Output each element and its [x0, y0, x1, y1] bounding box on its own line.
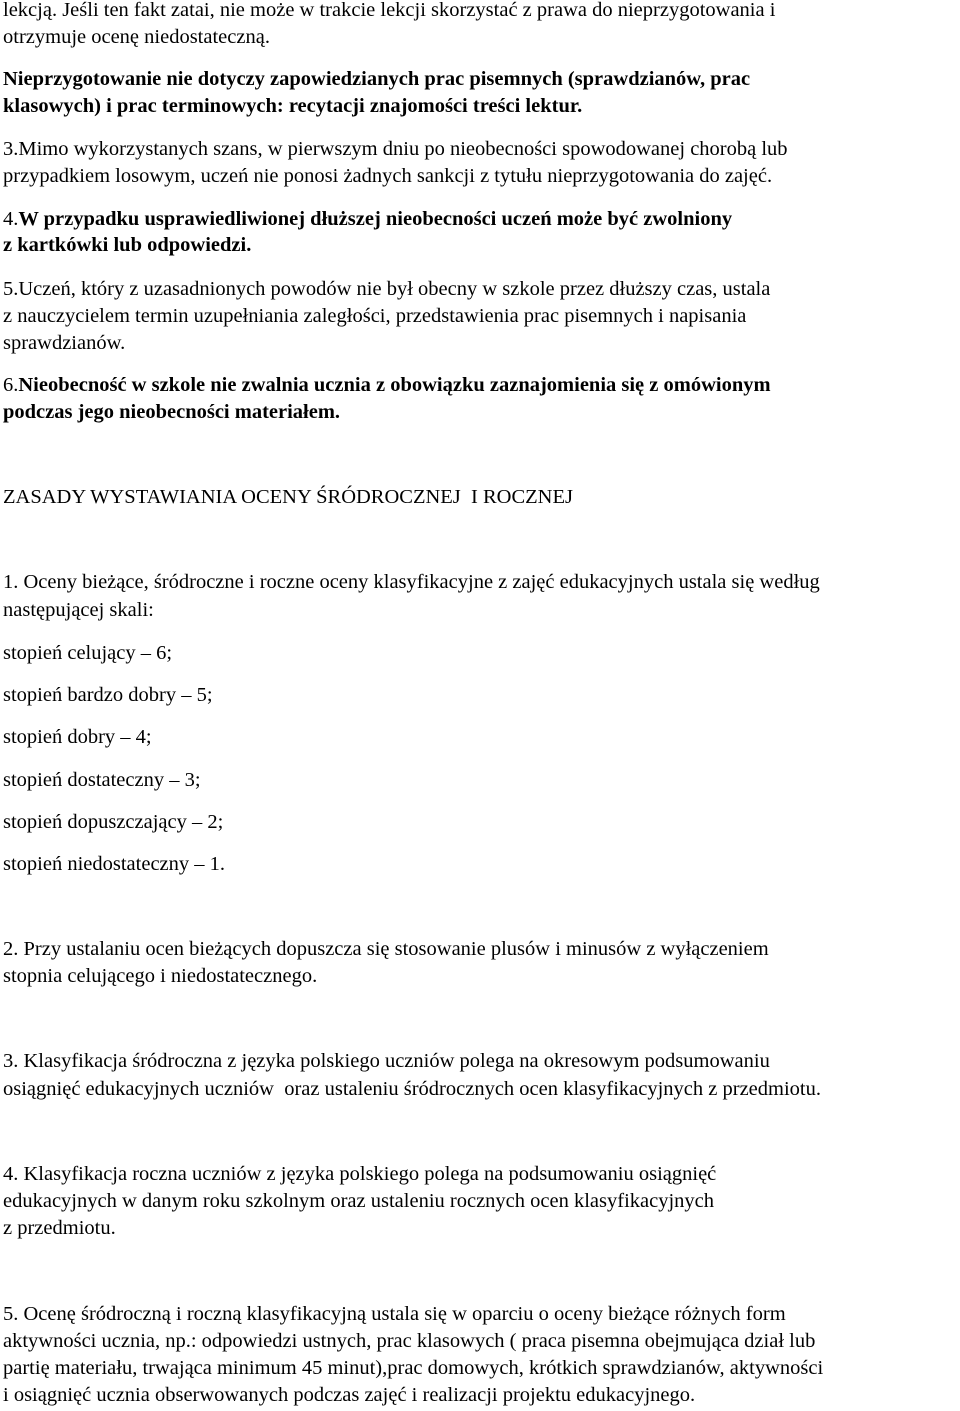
rule-6-line-2: podczas jego nieobecności materiałem. [3, 401, 341, 423]
intro-bold-line-2: klasowych) i prac terminowych: recytacji znajomości treści lektur. [3, 95, 583, 117]
rule-5-line-3: sprawdzianów. [3, 332, 126, 354]
point-3-line-2: osiągnięć edukacyjnych uczniów oraz ustaleniu śródrocznych ocen klasyfikacyjnych z przedmiotu. [3, 1078, 821, 1100]
rule-4-number: 4. [3, 208, 19, 230]
rule-5-line-2: z nauczycielem termin uzupełniania zaległości, przedstawienia prac pisemnych i napisania [3, 305, 747, 327]
rule-5-line-1 [3, 279, 770, 300]
rule-3-line-2: przypadkiem losowym, uczeń nie ponosi żadnych sankcji z tytułu nieprzygotowania do zajęć. [3, 165, 773, 187]
point-5-line-3: partię materiału, trwająca minimum 45 minut),prac domowych, krótkich sprawdzianów, aktywności [3, 1357, 824, 1379]
rule-4-line-1 [3, 209, 732, 230]
point-4-line-1: 4. Klasyfikacja roczna uczniów z języka polskiego polega na podsumowaniu osiągnięć [3, 1163, 717, 1185]
grade-item: stopień bardzo dobry – 5; [3, 684, 213, 706]
rule-3-number: 3. [3, 138, 19, 160]
point-2-line-1: 2. Przy ustalaniu ocen bieżących dopuszcza się stosowanie plusów i minusów z wyłączeniem [3, 938, 769, 960]
intro-line-2: otrzymuje ocenę niedostateczną. [3, 26, 270, 48]
intro-line-1: lekcją. Jeśli ten fakt zatai, nie może w trakcie lekcji skorzystać z prawa do nieprzygotowania i [3, 0, 776, 21]
point-3-line-1: 3. Klasyfikacja śródroczna z języka polskiego uczniów polega na okresowym podsumowaniu [3, 1050, 770, 1072]
point-5-line-4: i osiągnięć ucznia obserwowanych podczas zajęć i realizacji projektu edukacyjnego. [3, 1384, 696, 1406]
rule-6-text: Nieobecność w szkole nie zwalnia ucznia z obowiązku zaznajomienia się z omówionym [18, 374, 771, 396]
grade-item: stopień celujący – 6; [3, 642, 173, 664]
point-2-line-2: stopnia celującego i niedostatecznego. [3, 965, 318, 987]
grade-item: stopień niedostateczny – 1. [3, 853, 226, 875]
point-1-line-1: 1. Oceny bieżące, śródroczne i roczne oceny klasyfikacyjne z zajęć edukacyjnych ustala się według [3, 571, 820, 593]
rule-4-text: W przypadku usprawiedliwionej dłuższej nieobecności uczeń może być zwolniony [18, 208, 733, 230]
rule-3-line-1 [3, 139, 788, 160]
point-4-line-2: edukacyjnych w danym roku szkolnym oraz ustaleniu rocznych ocen klasyfikacyjnych [3, 1190, 715, 1212]
rule-6-number: 6. [3, 374, 19, 396]
rule-3-text: Mimo wykorzystanych szans, w pierwszym dniu po nieobecności spowodowanej chorobą lub [18, 138, 788, 160]
grade-item: stopień dostateczny – 3; [3, 769, 201, 791]
rule-5-number: 5. [3, 278, 19, 300]
point-1-line-2: następującej skali: [3, 599, 154, 621]
rule-6-line-1 [3, 375, 771, 396]
rule-5-text: Uczeń, który z uzasadnionych powodów nie był obecny w szkole przez dłuższy czas, ustala [18, 278, 771, 300]
point-5-line-2: aktywności ucznia, np.: odpowiedzi ustnych, prac klasowych ( praca pisemna obejmująca dział lub [3, 1330, 816, 1352]
rule-4-line-2: z kartkówki lub odpowiedzi. [3, 234, 252, 256]
point-5-line-1: 5. Ocenę śródroczną i roczną klasyfikacyjną ustala się w oparciu o oceny bieżące różnych form [3, 1303, 786, 1325]
point-4-line-3: z przedmiotu. [3, 1217, 116, 1239]
intro-bold-line-1: Nieprzygotowanie nie dotyczy zapowiedzianych prac pisemnych (sprawdzianów, prac [3, 68, 751, 90]
grade-item: stopień dobry – 4; [3, 726, 152, 748]
grade-item: stopień dopuszczający – 2; [3, 811, 224, 833]
section-heading: ZASADY WYSTAWIANIA OCENY ŚRÓDROCZNEJ I ROCZNEJ [3, 486, 573, 508]
